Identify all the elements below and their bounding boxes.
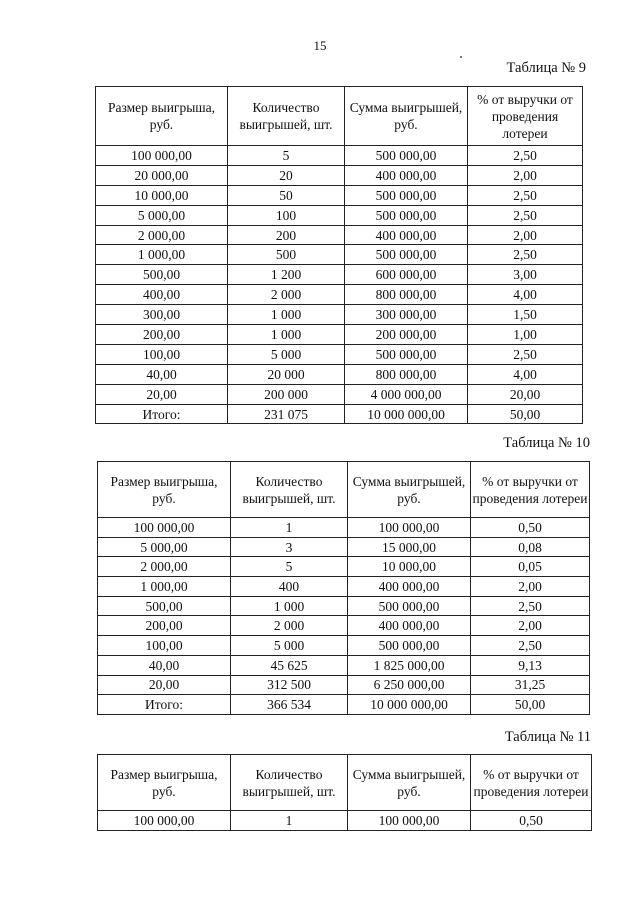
table-row <box>98 675 590 695</box>
table-cell: 1,50 <box>468 305 583 325</box>
table-cell: 400,00 <box>96 285 228 305</box>
column-header: % от выручки от проведения лотереи <box>471 755 592 811</box>
table-cell: 400 000,00 <box>348 577 471 597</box>
table-cell: 500 000,00 <box>345 344 468 364</box>
table-row <box>98 616 590 636</box>
table-cell: 2 000 <box>231 616 348 636</box>
table-cell: 1 <box>231 811 348 831</box>
table-cell: 1,00 <box>468 325 583 345</box>
table-cell: 2,50 <box>468 344 583 364</box>
table-row <box>98 655 590 675</box>
table-cell: 2 000,00 <box>96 225 228 245</box>
table-cell: 2,50 <box>468 245 583 265</box>
total-row <box>96 404 583 424</box>
table-cell: 5 000,00 <box>98 537 231 557</box>
table-cell: 2,00 <box>468 225 583 245</box>
table-row <box>96 305 583 325</box>
table-row <box>98 636 590 656</box>
column-header: Количество выигрышей, шт. <box>231 462 348 518</box>
table-cell: 500 000,00 <box>345 205 468 225</box>
table-cell: 10 000,00 <box>348 557 471 577</box>
table-cell: 500 000,00 <box>345 245 468 265</box>
table-cell: 20,00 <box>98 675 231 695</box>
scan-speck <box>460 56 462 58</box>
table-cell: 100 000,00 <box>96 146 228 166</box>
table-row <box>98 518 590 538</box>
table-cell: 6 250 000,00 <box>348 675 471 695</box>
table-cell: 50 <box>228 185 345 205</box>
table-cell: 50,00 <box>468 404 583 424</box>
table-cell: 20 <box>228 165 345 185</box>
table-row <box>96 146 583 166</box>
table-cell: 100 000,00 <box>348 811 471 831</box>
table-cell: Итого: <box>98 695 231 715</box>
table-cell: 10 000 000,00 <box>345 404 468 424</box>
table-cell: 5 <box>231 557 348 577</box>
table-cell: 40,00 <box>96 364 228 384</box>
table-row <box>96 245 583 265</box>
table-cell: 3 <box>231 537 348 557</box>
table-cell: 1 000 <box>231 596 348 616</box>
table-cell: 2,00 <box>471 616 590 636</box>
table-caption: Таблица № 9 <box>506 60 586 76</box>
table-cell: 100,00 <box>98 636 231 656</box>
table-cell: 1 000,00 <box>98 577 231 597</box>
table-row <box>96 384 583 404</box>
table-cell: 800 000,00 <box>345 285 468 305</box>
column-header: Количество выигрышей, шт. <box>231 755 348 811</box>
table-cell: 20,00 <box>468 384 583 404</box>
table-cell: 20,00 <box>96 384 228 404</box>
table-cell: 1 <box>231 518 348 538</box>
table-row <box>98 596 590 616</box>
table-cell: 1 825 000,00 <box>348 655 471 675</box>
table-cell: 2,00 <box>468 165 583 185</box>
table-cell: 500 000,00 <box>345 146 468 166</box>
table-header-row <box>98 755 592 811</box>
table-cell: 200 <box>228 225 345 245</box>
table-row <box>96 225 583 245</box>
table-cell: 231 075 <box>228 404 345 424</box>
column-header: % от выручки от проведения лотереи <box>468 87 583 146</box>
page-number: 15 <box>313 38 327 53</box>
table-cell: 2,50 <box>468 205 583 225</box>
table-cell: 200 000,00 <box>345 325 468 345</box>
table-cell: 10 000 000,00 <box>348 695 471 715</box>
table-cell: 4 000 000,00 <box>345 384 468 404</box>
table-cell: 2,50 <box>471 596 590 616</box>
table-cell: 400 000,00 <box>345 165 468 185</box>
table-row <box>96 325 583 345</box>
table-caption: Таблица № 10 <box>503 435 590 451</box>
column-header: Сумма выигрышей, руб. <box>345 87 468 146</box>
table-cell: 100 <box>228 205 345 225</box>
table-cell: 2 000,00 <box>98 557 231 577</box>
table-cell: 300 000,00 <box>345 305 468 325</box>
table-cell: 500 000,00 <box>348 596 471 616</box>
column-header: Количество выигрышей, шт. <box>228 87 345 146</box>
table-cell: 400 000,00 <box>345 225 468 245</box>
table-cell: 31,25 <box>471 675 590 695</box>
table-cell: 5 000 <box>228 344 345 364</box>
table-cell: 2,50 <box>471 636 590 656</box>
table-cell: 500,00 <box>96 265 228 285</box>
table-cell: 1 000 <box>228 305 345 325</box>
column-header: Размер выигрыша, руб. <box>96 87 228 146</box>
table-row <box>98 537 590 557</box>
table-cell: 500 000,00 <box>348 636 471 656</box>
table-cell: 100 000,00 <box>98 811 231 831</box>
table-row <box>98 811 592 831</box>
table-cell: 9,13 <box>471 655 590 675</box>
table-cell: 0,05 <box>471 557 590 577</box>
table-cell: 200,00 <box>98 616 231 636</box>
table-cell: 10 000,00 <box>96 185 228 205</box>
table-cell: 0,08 <box>471 537 590 557</box>
table-cell: 1 000,00 <box>96 245 228 265</box>
prize-table <box>97 461 590 715</box>
table-cell: 500 <box>228 245 345 265</box>
table-cell: 400 000,00 <box>348 616 471 636</box>
table-cell: 4,00 <box>468 285 583 305</box>
column-header: Сумма выигрышей, руб. <box>348 462 471 518</box>
table-cell: 2,50 <box>468 146 583 166</box>
total-row <box>98 695 590 715</box>
table-row <box>96 364 583 384</box>
table-cell: 600 000,00 <box>345 265 468 285</box>
table-cell: 5 <box>228 146 345 166</box>
column-header: % от выручки от проведения лотереи <box>471 462 590 518</box>
column-header: Сумма выигрышей, руб. <box>348 755 471 811</box>
table-cell: 100 000,00 <box>98 518 231 538</box>
table-cell: 4,00 <box>468 364 583 384</box>
table-cell: 3,00 <box>468 265 583 285</box>
table-header-row <box>98 462 590 518</box>
table-row <box>96 185 583 205</box>
table-cell: 20 000,00 <box>96 165 228 185</box>
table-cell: 40,00 <box>98 655 231 675</box>
table-cell: 100,00 <box>96 344 228 364</box>
column-header: Размер выигрыша, руб. <box>98 755 231 811</box>
table-cell: 300,00 <box>96 305 228 325</box>
table-cell: 200 000 <box>228 384 345 404</box>
table-cell: 400 <box>231 577 348 597</box>
table-row <box>96 344 583 364</box>
table-row <box>96 205 583 225</box>
table-cell: 0,50 <box>471 518 590 538</box>
table-cell: 5 000,00 <box>96 205 228 225</box>
table-header-row <box>96 87 583 146</box>
prize-table <box>97 754 592 831</box>
table-cell: 50,00 <box>471 695 590 715</box>
table-cell: 1 200 <box>228 265 345 285</box>
table-cell: 45 625 <box>231 655 348 675</box>
table-row <box>96 165 583 185</box>
table-cell: 100 000,00 <box>348 518 471 538</box>
table-cell: 1 000 <box>228 325 345 345</box>
table-row <box>96 285 583 305</box>
table-cell: 20 000 <box>228 364 345 384</box>
table-cell: 312 500 <box>231 675 348 695</box>
column-header: Размер выигрыша, руб. <box>98 462 231 518</box>
table-cell: 366 534 <box>231 695 348 715</box>
table-cell: 2 000 <box>228 285 345 305</box>
table-cell: 500,00 <box>98 596 231 616</box>
table-row <box>96 265 583 285</box>
table-cell: 2,50 <box>468 185 583 205</box>
prize-table <box>95 86 583 424</box>
table-cell: 200,00 <box>96 325 228 345</box>
table-row <box>98 557 590 577</box>
table-cell: 800 000,00 <box>345 364 468 384</box>
table-caption: Таблица № 11 <box>504 729 591 745</box>
table-cell: 15 000,00 <box>348 537 471 557</box>
table-row <box>98 577 590 597</box>
table-cell: 5 000 <box>231 636 348 656</box>
table-cell: 500 000,00 <box>345 185 468 205</box>
table-cell: 0,50 <box>471 811 592 831</box>
table-cell: 2,00 <box>471 577 590 597</box>
table-cell: Итого: <box>96 404 228 424</box>
